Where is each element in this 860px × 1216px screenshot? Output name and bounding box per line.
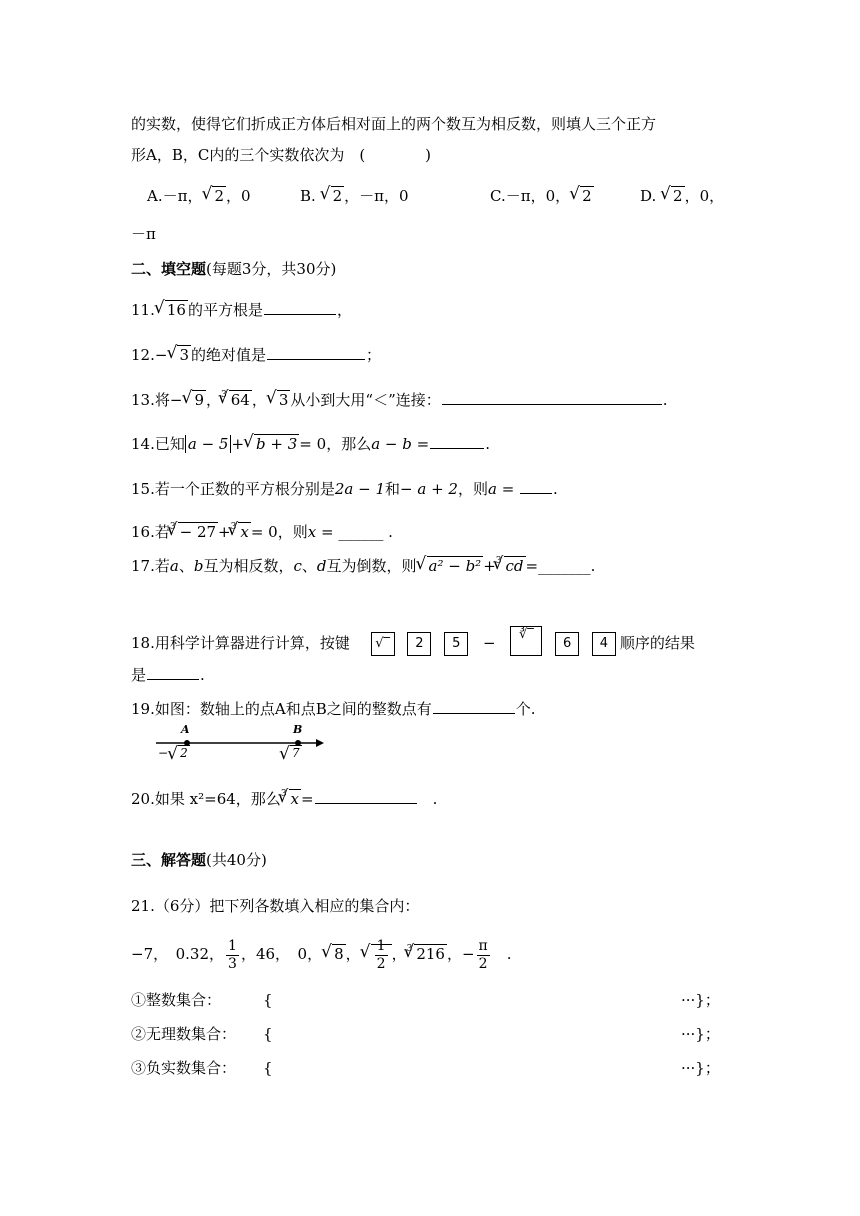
answer-blank[interactable] xyxy=(264,298,336,315)
set-negative-reals: ③负实数集合： { ···}； xyxy=(131,1059,720,1077)
answer-blank[interactable] xyxy=(267,343,365,360)
sqrt-2: √ 2 xyxy=(570,186,594,206)
option-b: B. √ 2 ，－π，0 xyxy=(300,186,409,206)
question-18: 18.用科学计算器进行计算，按键 √‾ 2 5 − ∛‾ 6 4 顺序的结果 xyxy=(131,626,695,656)
cbrt-cd: √ cd xyxy=(494,556,526,576)
question-12: 12.−√ 3 的绝对值是 ； xyxy=(131,343,381,365)
answer-blank[interactable] xyxy=(433,697,515,714)
cbrt-64: √ 64 xyxy=(219,390,252,410)
answer-blank[interactable] xyxy=(520,477,552,494)
question-17: 17.若a、b互为相反数，c、d互为倒数，则√ a² − b² +$^3$√ cd =_______. xyxy=(131,556,595,579)
key-2[interactable]: 2 xyxy=(407,632,431,656)
answer-blank[interactable] xyxy=(147,663,199,680)
fraction-1-3: $\frac{1}{3}$ xyxy=(228,937,237,972)
cbrt-x: √ x xyxy=(279,789,301,809)
section-2-title: 二、填空题(每题3分，共30分) xyxy=(131,260,337,278)
sqrt-3: √ 3 xyxy=(167,345,191,365)
question-18-line-2: 是 . xyxy=(131,663,205,685)
set-irrationals: ②无理数集合： { ···}； xyxy=(131,1025,720,1043)
question-14: 14.已知 a − 5 +√ b + 3 = 0，那么a − b = . xyxy=(131,432,490,454)
sqrt-b-plus-3: √ b + 3 xyxy=(244,434,299,454)
key-6[interactable]: 6 xyxy=(555,632,579,656)
number-line-figure xyxy=(152,723,327,768)
sqrt-3: √ 3 xyxy=(267,390,291,410)
key-sqrt[interactable]: √‾ xyxy=(371,632,395,656)
answer-blank[interactable]: _______ xyxy=(538,557,591,575)
sqrt-2: √ 2 xyxy=(321,186,345,206)
sqrt-a2-b2: √ a² − b² xyxy=(417,556,484,576)
sqrt-2: √ 2 xyxy=(661,186,685,206)
option-c: C.－π，0，√ 2 xyxy=(490,186,594,206)
question-13: 13.将−√ 9 ，$^3$√ 64 ，√ 3 从小到大用“＜”连接： . xyxy=(131,388,668,413)
question-16: 16.若$^3$√ − 27 +$^3$√ x = 0，则x = ______ . xyxy=(131,522,393,545)
sqrt-9: √ 9 xyxy=(182,390,206,410)
question-19: 19.如图：数轴上的点A和点B之间的整数点有 个. xyxy=(131,697,536,719)
question-15: 15.若一个正数的平方根分别是2a − 1和− a + 2，则a = . xyxy=(131,477,558,499)
answer-blank[interactable] xyxy=(442,388,662,405)
label-neg-sqrt-2: −√ 2 xyxy=(158,746,190,760)
intro-line-1: 的实数，使得它们折成正方体后相对面上的两个数互为相反数，则填人三个正方 xyxy=(131,115,657,133)
arrow-icon xyxy=(316,739,324,747)
cbrt-neg-27: √ − 27 xyxy=(168,522,218,542)
question-21: 21.（6分）把下列各数填入相应的集合内： xyxy=(131,897,420,915)
set-integers: ①整数集合： { ···}； xyxy=(131,991,720,1009)
answer-blank[interactable] xyxy=(430,432,484,449)
key-4[interactable]: 4 xyxy=(592,632,616,656)
sqrt-2: √ 2 xyxy=(202,186,226,206)
option-a: A.－π，√ 2 ，0 xyxy=(147,186,251,206)
cbrt-x: √ x xyxy=(228,522,250,542)
answer-blank[interactable] xyxy=(315,787,417,804)
point-a-label: A xyxy=(181,723,190,736)
minus-sign: − xyxy=(483,634,496,652)
question-21-numbers: −7， 0.32， $\frac{1}{3}$ ，46， 0，√ 8 ， √ $\frac{1}{2}$ ，$^3$√ 216 ，− $\frac{\pi}{2}$ . xyxy=(131,936,512,976)
cbrt-216: √ 216 xyxy=(404,936,447,972)
option-d-wrap: －π xyxy=(131,225,156,243)
option-d: D. √ 2 ，0， xyxy=(640,186,724,206)
key-cbrt[interactable]: ∛‾ xyxy=(510,626,542,656)
intro-line-2: 形A，B，C内的三个实数依次为 ( ) xyxy=(131,146,432,164)
sqrt-8: √ 8 xyxy=(322,936,346,972)
fraction-pi-2: $\frac{\pi}{2}$ xyxy=(478,937,488,972)
point-b-label: B xyxy=(293,723,303,736)
answer-blank[interactable]: ______ xyxy=(338,523,384,541)
sqrt-16: √ 16 xyxy=(155,300,188,320)
question-20: 20.如果 x²=64，那么$^3$√ x = . xyxy=(131,787,437,812)
key-5[interactable]: 5 xyxy=(444,632,468,656)
sqrt-one-half: √ $\frac{1}{2}$ xyxy=(361,936,392,973)
question-11: 11.√ 16 的平方根是 ， xyxy=(131,298,352,320)
section-3-title: 三、解答题(共40分) xyxy=(131,851,267,869)
label-sqrt-7: √ 7 xyxy=(280,746,302,760)
